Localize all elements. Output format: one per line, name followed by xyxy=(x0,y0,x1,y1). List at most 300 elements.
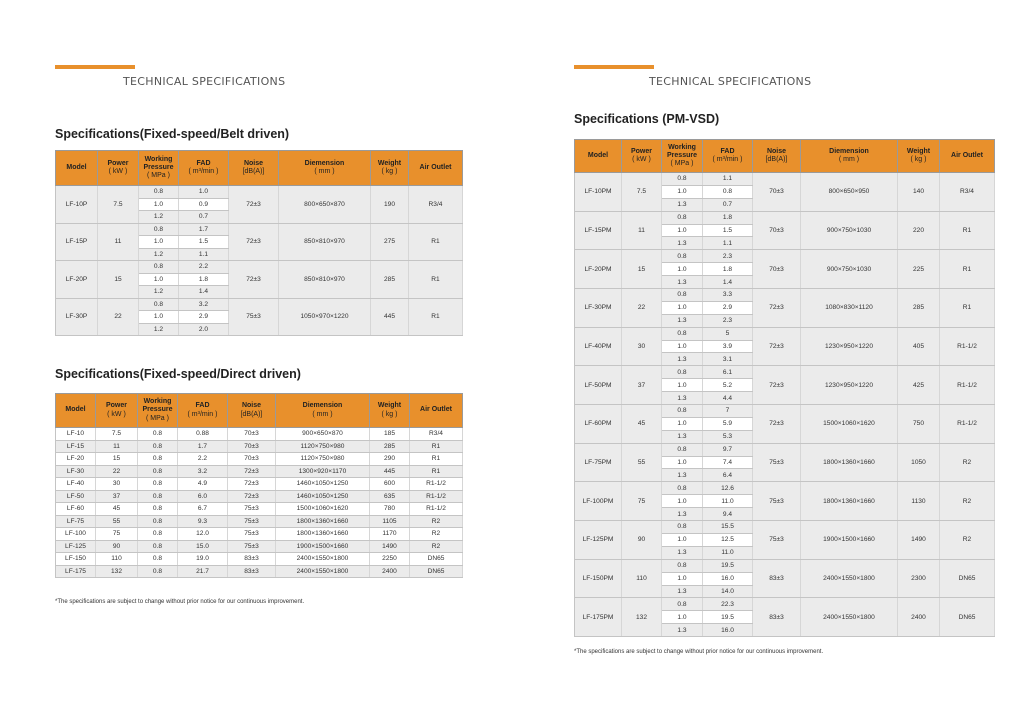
pressure-cell: 0.8 xyxy=(662,482,703,495)
outlet-cell: DN65 xyxy=(410,553,463,566)
pressure-cell: 1.0 xyxy=(662,417,703,430)
pressure-cell: 0.8 xyxy=(139,186,179,199)
table-row xyxy=(56,465,463,478)
pressure-cell: 1.2 xyxy=(139,211,179,224)
pressure-cell: 0.8 xyxy=(139,298,179,311)
weight-cell: 285 xyxy=(371,261,409,299)
power-cell: 75 xyxy=(622,482,662,521)
table-row xyxy=(575,366,995,379)
model-cell: LF-20P xyxy=(56,261,98,299)
noise-cell: 70±3 xyxy=(228,453,276,466)
dimension-cell: 1900×1500×1660 xyxy=(276,540,370,553)
pressure-cell: 0.8 xyxy=(662,366,703,379)
belt-table-title: Specifications(Fixed-speed/Belt driven) xyxy=(55,127,290,141)
col-power: Power ( kW ) xyxy=(98,151,139,186)
fad-cell: 1.8 xyxy=(703,263,753,276)
dimension-cell: 1300×920×1170 xyxy=(276,465,370,478)
col-pressure: Working Pressure ( MPa ) xyxy=(139,151,179,186)
outlet-cell: R1 xyxy=(940,250,995,289)
fad-cell: 1.7 xyxy=(179,223,229,236)
outlet-cell: R1 xyxy=(409,298,463,336)
outlet-cell: R1 xyxy=(940,211,995,250)
table-row xyxy=(56,528,463,541)
model-cell: LF-150PM xyxy=(575,559,622,598)
col-model: Model xyxy=(56,394,96,428)
weight-cell: 290 xyxy=(370,453,410,466)
dimension-cell: 1230×950×1220 xyxy=(801,366,898,405)
dimension-cell: 1900×1500×1660 xyxy=(801,521,898,560)
fad-cell: 3.1 xyxy=(703,353,753,366)
pressure-cell: 1.3 xyxy=(662,546,703,559)
table-row xyxy=(575,250,995,263)
model-cell: LF-175PM xyxy=(575,598,622,637)
table-row xyxy=(575,211,995,224)
dimension-cell: 2400×1550×1800 xyxy=(276,565,370,578)
noise-cell: 72±3 xyxy=(229,223,279,261)
dimension-cell: 1800×1360×1660 xyxy=(801,482,898,521)
pressure-cell: 1.3 xyxy=(662,430,703,443)
fad-cell: 2.9 xyxy=(703,301,753,314)
dimension-cell: 800×650×950 xyxy=(801,173,898,212)
dimension-cell: 900×750×1030 xyxy=(801,211,898,250)
pressure-cell: 0.8 xyxy=(138,453,178,466)
fad-cell: 2.9 xyxy=(179,311,229,324)
dimension-cell: 1120×750×980 xyxy=(276,453,370,466)
fad-cell: 1.1 xyxy=(179,248,229,261)
fad-cell: 0.88 xyxy=(178,428,228,441)
table-row xyxy=(56,553,463,566)
pressure-cell: 0.8 xyxy=(138,490,178,503)
noise-cell: 72±3 xyxy=(753,289,801,328)
weight-cell: 140 xyxy=(898,173,940,212)
outlet-cell: R2 xyxy=(410,515,463,528)
outlet-cell: R1-1/2 xyxy=(940,366,995,405)
dimension-cell: 2400×1550×1800 xyxy=(801,598,898,637)
table-row xyxy=(56,223,463,236)
fad-cell: 15.0 xyxy=(178,540,228,553)
fad-cell: 9.7 xyxy=(703,443,753,456)
pressure-cell: 1.0 xyxy=(139,198,179,211)
weight-cell: 445 xyxy=(371,298,409,336)
power-cell: 90 xyxy=(96,540,138,553)
pressure-cell: 0.8 xyxy=(138,528,178,541)
weight-cell: 1130 xyxy=(898,482,940,521)
noise-cell: 72±3 xyxy=(753,327,801,366)
pressure-cell: 0.8 xyxy=(662,598,703,611)
pressure-cell: 0.8 xyxy=(662,289,703,302)
power-cell: 110 xyxy=(622,559,662,598)
pressure-cell: 1.3 xyxy=(662,314,703,327)
pressure-cell: 1.2 xyxy=(139,286,179,299)
table-row xyxy=(575,559,995,572)
outlet-cell: R1-1/2 xyxy=(940,405,995,444)
noise-cell: 70±3 xyxy=(753,173,801,212)
pressure-cell: 1.0 xyxy=(662,379,703,392)
pressure-cell: 1.0 xyxy=(662,301,703,314)
direct-table-title: Specifications(Fixed-speed/Direct driven) xyxy=(55,367,301,381)
fad-cell: 0.8 xyxy=(703,185,753,198)
pressure-cell: 0.8 xyxy=(138,540,178,553)
fad-cell: 16.0 xyxy=(703,572,753,585)
power-cell: 30 xyxy=(96,478,138,491)
power-cell: 11 xyxy=(98,223,139,261)
power-cell: 132 xyxy=(96,565,138,578)
power-cell: 7.5 xyxy=(622,173,662,212)
model-cell: LF-60 xyxy=(56,503,96,516)
fad-cell: 1.7 xyxy=(178,440,228,453)
dimension-cell: 900×750×1030 xyxy=(801,250,898,289)
dimension-cell: 1080×830×1120 xyxy=(801,289,898,328)
col-dimension: Diemension ( mm ) xyxy=(276,394,370,428)
outlet-cell: R2 xyxy=(940,482,995,521)
noise-cell: 70±3 xyxy=(753,250,801,289)
pressure-cell: 1.3 xyxy=(662,276,703,289)
fad-cell: 1.5 xyxy=(179,236,229,249)
power-cell: 55 xyxy=(622,443,662,482)
table-row xyxy=(56,503,463,516)
pressure-cell: 0.8 xyxy=(138,503,178,516)
outlet-cell: R3/4 xyxy=(940,173,995,212)
dimension-cell: 850×810×970 xyxy=(279,261,371,299)
outlet-cell: R1 xyxy=(940,289,995,328)
pressure-cell: 0.8 xyxy=(138,465,178,478)
model-cell: LF-30P xyxy=(56,298,98,336)
dimension-cell: 1800×1360×1660 xyxy=(276,528,370,541)
pressure-cell: 1.3 xyxy=(662,353,703,366)
noise-cell: 70±3 xyxy=(228,440,276,453)
col-fad: FAD ( m³/min ) xyxy=(179,151,229,186)
fad-cell: 1.0 xyxy=(179,186,229,199)
fad-cell: 21.7 xyxy=(178,565,228,578)
pressure-cell: 0.8 xyxy=(139,223,179,236)
weight-cell: 1490 xyxy=(898,521,940,560)
col-noise: Noise [dB(A)] xyxy=(228,394,276,428)
dimension-cell: 1460×1050×1250 xyxy=(276,490,370,503)
dimension-cell: 850×810×970 xyxy=(279,223,371,261)
power-cell: 90 xyxy=(622,521,662,560)
pressure-cell: 0.8 xyxy=(662,327,703,340)
outlet-cell: R1 xyxy=(410,465,463,478)
outlet-cell: R2 xyxy=(410,540,463,553)
pressure-cell: 1.3 xyxy=(662,469,703,482)
model-cell: LF-30 xyxy=(56,465,96,478)
weight-cell: 2400 xyxy=(898,598,940,637)
dimension-cell: 1800×1360×1660 xyxy=(801,443,898,482)
col-fad: FAD ( m³/min ) xyxy=(703,140,753,173)
table-row xyxy=(56,440,463,453)
pressure-cell: 1.3 xyxy=(662,237,703,250)
dimension-cell: 1500×1060×1620 xyxy=(276,503,370,516)
outlet-cell: R1-1/2 xyxy=(410,490,463,503)
col-pressure: Working Pressure ( MPa ) xyxy=(138,394,178,428)
pressure-cell: 1.3 xyxy=(662,508,703,521)
outlet-cell: R1 xyxy=(410,453,463,466)
pm-table-title: Specifications (PM-VSD) xyxy=(574,112,720,126)
pressure-cell: 1.0 xyxy=(139,273,179,286)
fad-cell: 1.4 xyxy=(703,276,753,289)
pressure-cell: 0.8 xyxy=(138,515,178,528)
fad-cell: 1.4 xyxy=(179,286,229,299)
pressure-cell: 0.8 xyxy=(138,565,178,578)
col-noise: Noise [dB(A)] xyxy=(229,151,279,186)
fad-cell: 22.3 xyxy=(703,598,753,611)
pressure-cell: 0.8 xyxy=(662,521,703,534)
col-pressure: Working Pressure ( MPa ) xyxy=(662,140,703,173)
fad-cell: 14.0 xyxy=(703,585,753,598)
weight-cell: 445 xyxy=(370,465,410,478)
fad-cell: 2.3 xyxy=(703,314,753,327)
weight-cell: 220 xyxy=(898,211,940,250)
fad-cell: 6.7 xyxy=(178,503,228,516)
fad-cell: 5 xyxy=(703,327,753,340)
pressure-cell: 0.8 xyxy=(139,261,179,274)
dimension-cell: 900×650×870 xyxy=(276,428,370,441)
table-row xyxy=(575,598,995,611)
fad-cell: 4.4 xyxy=(703,392,753,405)
pressure-cell: 1.0 xyxy=(662,456,703,469)
pressure-cell: 1.0 xyxy=(662,533,703,546)
weight-cell: 1490 xyxy=(370,540,410,553)
table-row xyxy=(56,186,463,199)
section-title: TECHNICAL SPECIFICATIONS xyxy=(123,75,286,88)
dimension-cell: 1460×1050×1250 xyxy=(276,478,370,491)
pressure-cell: 0.8 xyxy=(662,405,703,418)
outlet-cell: R1-1/2 xyxy=(410,478,463,491)
fad-cell: 4.9 xyxy=(178,478,228,491)
weight-cell: 405 xyxy=(898,327,940,366)
dimension-cell: 2400×1550×1800 xyxy=(801,559,898,598)
col-dimension: Diemension ( mm ) xyxy=(801,140,898,173)
pressure-cell: 1.0 xyxy=(662,495,703,508)
model-cell: LF-10 xyxy=(56,428,96,441)
pressure-cell: 1.2 xyxy=(139,248,179,261)
col-power: Power ( kW ) xyxy=(96,394,138,428)
power-cell: 132 xyxy=(622,598,662,637)
power-cell: 37 xyxy=(96,490,138,503)
fad-cell: 19.5 xyxy=(703,559,753,572)
model-cell: LF-30PM xyxy=(575,289,622,328)
fad-cell: 12.0 xyxy=(178,528,228,541)
model-cell: LF-75PM xyxy=(575,443,622,482)
belt-spec-table xyxy=(55,150,463,336)
fad-cell: 6.4 xyxy=(703,469,753,482)
model-cell: LF-50PM xyxy=(575,366,622,405)
outlet-cell: R1 xyxy=(409,261,463,299)
noise-cell: 83±3 xyxy=(753,598,801,637)
pressure-cell: 1.2 xyxy=(139,323,179,336)
table-row xyxy=(56,261,463,274)
fad-cell: 15.5 xyxy=(703,521,753,534)
weight-cell: 185 xyxy=(370,428,410,441)
model-cell: LF-40 xyxy=(56,478,96,491)
model-cell: LF-150 xyxy=(56,553,96,566)
col-weight: Weight ( kg ) xyxy=(898,140,940,173)
col-model: Model xyxy=(575,140,622,173)
pressure-cell: 1.0 xyxy=(662,263,703,276)
outlet-cell: R1 xyxy=(410,440,463,453)
fad-cell: 7 xyxy=(703,405,753,418)
weight-cell: 1170 xyxy=(370,528,410,541)
col-weight: Weight ( kg ) xyxy=(371,151,409,186)
fad-cell: 11.0 xyxy=(703,495,753,508)
noise-cell: 72±3 xyxy=(753,405,801,444)
power-cell: 11 xyxy=(96,440,138,453)
table-row xyxy=(575,289,995,302)
fad-cell: 1.5 xyxy=(703,224,753,237)
power-cell: 75 xyxy=(96,528,138,541)
weight-cell: 780 xyxy=(370,503,410,516)
outlet-cell: R2 xyxy=(410,528,463,541)
pressure-cell: 0.8 xyxy=(662,211,703,224)
table-row xyxy=(56,428,463,441)
col-outlet: Air Outlet xyxy=(410,394,463,428)
weight-cell: 2400 xyxy=(370,565,410,578)
noise-cell: 75±3 xyxy=(228,540,276,553)
model-cell: LF-60PM xyxy=(575,405,622,444)
outlet-cell: DN65 xyxy=(940,559,995,598)
dimension-cell: 1800×1360×1660 xyxy=(276,515,370,528)
fad-cell: 7.4 xyxy=(703,456,753,469)
fad-cell: 9.3 xyxy=(178,515,228,528)
weight-cell: 1105 xyxy=(370,515,410,528)
fad-cell: 12.6 xyxy=(703,482,753,495)
weight-cell: 190 xyxy=(371,186,409,224)
outlet-cell: DN65 xyxy=(940,598,995,637)
weight-cell: 635 xyxy=(370,490,410,503)
outlet-cell: R1-1/2 xyxy=(410,503,463,516)
pressure-cell: 1.0 xyxy=(139,236,179,249)
dimension-cell: 1500×1060×1620 xyxy=(801,405,898,444)
pm-spec-table xyxy=(574,139,995,637)
pressure-cell: 0.8 xyxy=(662,443,703,456)
fad-cell: 5.9 xyxy=(703,417,753,430)
weight-cell: 2300 xyxy=(898,559,940,598)
weight-cell: 285 xyxy=(370,440,410,453)
table-row xyxy=(575,443,995,456)
power-cell: 22 xyxy=(622,289,662,328)
fad-cell: 2.3 xyxy=(703,250,753,263)
model-cell: LF-175 xyxy=(56,565,96,578)
power-cell: 110 xyxy=(96,553,138,566)
table-row xyxy=(56,565,463,578)
power-cell: 7.5 xyxy=(96,428,138,441)
fad-cell: 6.0 xyxy=(178,490,228,503)
outlet-cell: R1 xyxy=(409,223,463,261)
model-cell: LF-15PM xyxy=(575,211,622,250)
model-cell: LF-100PM xyxy=(575,482,622,521)
table-row xyxy=(575,173,995,186)
power-cell: 11 xyxy=(622,211,662,250)
table-row xyxy=(56,515,463,528)
model-cell: LF-20 xyxy=(56,453,96,466)
noise-cell: 72±3 xyxy=(229,186,279,224)
fad-cell: 2.2 xyxy=(178,453,228,466)
noise-cell: 75±3 xyxy=(228,503,276,516)
pressure-cell: 1.0 xyxy=(662,611,703,624)
noise-cell: 75±3 xyxy=(229,298,279,336)
pressure-cell: 1.3 xyxy=(662,392,703,405)
fad-cell: 1.8 xyxy=(703,211,753,224)
fad-cell: 9.4 xyxy=(703,508,753,521)
table-row xyxy=(56,478,463,491)
col-noise: Noise [dB(A)] xyxy=(753,140,801,173)
power-cell: 30 xyxy=(622,327,662,366)
weight-cell: 275 xyxy=(371,223,409,261)
pressure-cell: 0.8 xyxy=(662,559,703,572)
col-power: Power ( kW ) xyxy=(622,140,662,173)
fad-cell: 5.3 xyxy=(703,430,753,443)
power-cell: 37 xyxy=(622,366,662,405)
noise-cell: 72±3 xyxy=(228,465,276,478)
model-cell: LF-125 xyxy=(56,540,96,553)
col-outlet: Air Outlet xyxy=(409,151,463,186)
noise-cell: 72±3 xyxy=(228,478,276,491)
noise-cell: 75±3 xyxy=(753,443,801,482)
fad-cell: 2.2 xyxy=(179,261,229,274)
outlet-cell: R2 xyxy=(940,443,995,482)
fad-cell: 1.1 xyxy=(703,173,753,186)
model-cell: LF-10PM xyxy=(575,173,622,212)
outlet-cell: R1-1/2 xyxy=(940,327,995,366)
accent-bar xyxy=(574,65,654,69)
fad-cell: 0.9 xyxy=(179,198,229,211)
noise-cell: 70±3 xyxy=(753,211,801,250)
fad-cell: 1.8 xyxy=(179,273,229,286)
pressure-cell: 1.0 xyxy=(662,185,703,198)
fad-cell: 0.7 xyxy=(703,198,753,211)
weight-cell: 225 xyxy=(898,250,940,289)
noise-cell: 72±3 xyxy=(229,261,279,299)
pressure-cell: 0.8 xyxy=(138,478,178,491)
model-cell: LF-15P xyxy=(56,223,98,261)
table-row xyxy=(575,405,995,418)
pressure-cell: 1.0 xyxy=(139,311,179,324)
noise-cell: 83±3 xyxy=(228,565,276,578)
fad-cell: 3.9 xyxy=(703,340,753,353)
footnote: *The specifications are subject to change without prior notice for our continuous improvement. xyxy=(574,649,824,655)
noise-cell: 75±3 xyxy=(753,521,801,560)
pressure-cell: 0.8 xyxy=(662,173,703,186)
col-fad: FAD ( m³/min ) xyxy=(178,394,228,428)
noise-cell: 75±3 xyxy=(228,515,276,528)
power-cell: 45 xyxy=(622,405,662,444)
fad-cell: 3.2 xyxy=(179,298,229,311)
fad-cell: 19.0 xyxy=(178,553,228,566)
model-cell: LF-20PM xyxy=(575,250,622,289)
table-row xyxy=(575,482,995,495)
table-row xyxy=(56,540,463,553)
table-row xyxy=(56,490,463,503)
col-outlet: Air Outlet xyxy=(940,140,995,173)
pressure-cell: 1.3 xyxy=(662,624,703,637)
model-cell: LF-75 xyxy=(56,515,96,528)
noise-cell: 75±3 xyxy=(753,482,801,521)
fad-cell: 2.0 xyxy=(179,323,229,336)
footnote: *The specifications are subject to change without prior notice for our continuous improvement. xyxy=(55,599,305,605)
col-model: Model xyxy=(56,151,98,186)
noise-cell: 72±3 xyxy=(228,490,276,503)
dimension-cell: 1120×750×980 xyxy=(276,440,370,453)
model-cell: LF-125PM xyxy=(575,521,622,560)
pressure-cell: 1.3 xyxy=(662,198,703,211)
model-cell: LF-15 xyxy=(56,440,96,453)
outlet-cell: R2 xyxy=(940,521,995,560)
power-cell: 15 xyxy=(622,250,662,289)
col-dimension: Diemension ( mm ) xyxy=(279,151,371,186)
fad-cell: 0.7 xyxy=(179,211,229,224)
fad-cell: 12.5 xyxy=(703,533,753,546)
model-cell: LF-100 xyxy=(56,528,96,541)
